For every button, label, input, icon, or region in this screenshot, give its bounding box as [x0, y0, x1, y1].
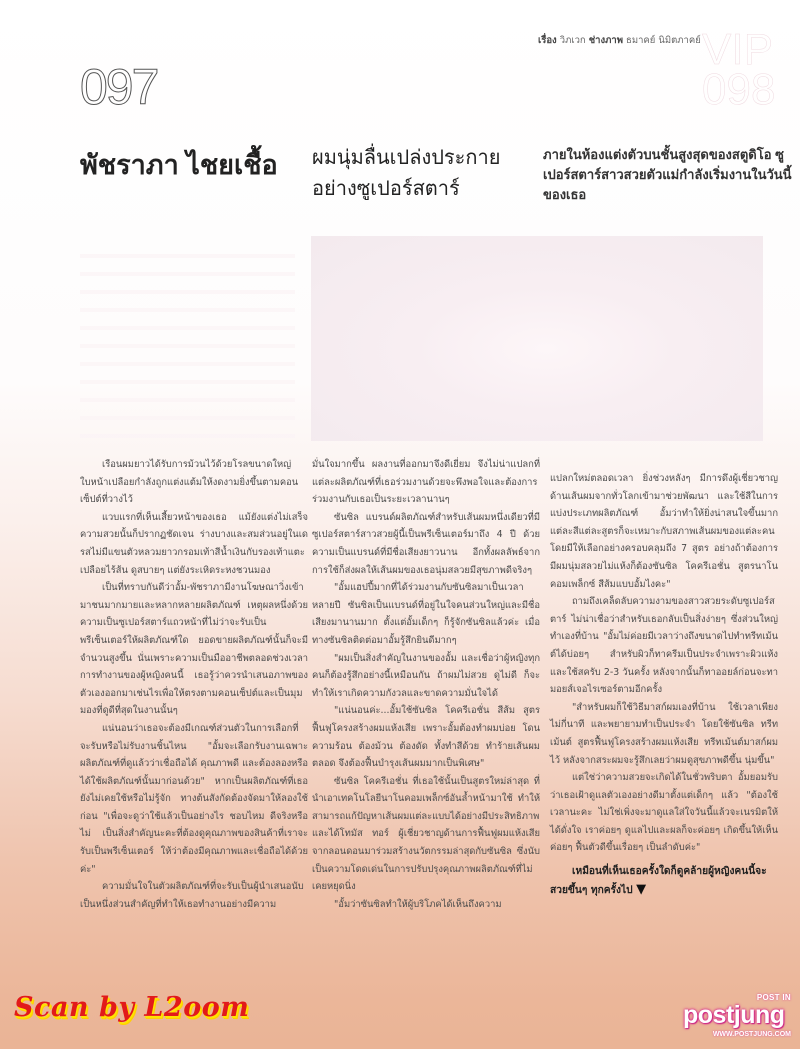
- scan-credit-watermark: Scan by L2oom: [14, 992, 250, 1023]
- paragraph: แวบแรกที่เห็นเสี้ยวหน้าของเธอ แม้ยังแต่งไม่เสร็จ ความสวยนั้นก็ปรากฏชัดเจน ร่างบางและสมส่วนอยู่ในเดรสไม่มีแขนตัวหลวมยาวกรอมเท้าสีน้ำเงินกับรองเท้าแตะเปลือยไร้ส้น ดูสบายๆ แต่ยังระเหิดระหงชวนมอง: [80, 511, 308, 576]
- watermark-brand: postjung: [683, 1001, 785, 1029]
- show-through-section-label: VIP 098: [702, 25, 776, 114]
- watermark-url: WWW.POSTJUNG.COM: [712, 1031, 791, 1038]
- paragraph: เป็นที่ทราบกันดีว่าอั้ม-พัชราภามีงานโฆษณาวิ่งเข้ามาชนมากมายและหลากหลายผลิตภัณฑ์ เหตุผลหนึ่งด้วยความเป็นซูเปอร์สตาร์แถวหน้าที่ไม่ว่าจะรับเป็นพรีเซ็นเตอร์ให้ผลิตภัณฑ์ใด ยอดขายผลิตภัณฑ์นั้นก็จะมีจำนวนสูงขึ้น นั่นเพราะความเป็นมืออาชีพตลอดช่วงเวลาการทำงานของผู้หญิงคนนี้ เธอรู้ว่าควรนำเสนอภาพของตัวเองออกมาเช่นไรเพื่อให้ตรงตามคอนเซ็ปต์และเป็นมุมมองที่ดูดีที่สุดในงานนั้นๆ: [80, 582, 308, 717]
- story-author: วิภเวก: [559, 35, 586, 46]
- text-column-3: [550, 470, 778, 899]
- text-column-1: [80, 456, 308, 913]
- person-name-heading: พัชราภา ไชยเชื้อ: [80, 150, 278, 180]
- photographer: ธมาคย์ นิมิตภาคย์: [626, 35, 701, 46]
- paragraph: "แน่นอนค่ะ...อั้มใช้ซันซิล โคครีเอชั่น สีส้ม สูตรฟื้นฟูโครงสร้างผมแห้งเสีย เพราะอั้มต้องทำผมบ่อย โดนความร้อน ต้องม้วน ต้องดัด ทั้งทำสีด้วย ทำร้ายเส้นผมตลอด จึงต้องฟื้นบำรุงเส้นผมมากเป็นพิเศษ": [312, 705, 540, 770]
- paragraph: แน่นอนว่าเธอจะต้องมีเกณฑ์ส่วนตัวในการเลือกที่จะรับหรือไม่รับงานชิ้นไหน "อั้มจะเลือกรับงานเฉพาะผลิตภัณฑ์ที่ดูแล้วว่าเชื่อถือได้ คุณภาพดี และต้องลองหรือได้ใช้ผลิตภัณฑ์นั้นมาก่อนด้วย" หากเป็นผลิตภัณฑ์ที่เธอยังไม่เคยใช้หรือไม่รู้จัก ทางต้นสังกัดต้องจัดมาให้ลองใช้ก่อน "เพื่อจะดูว่าใช้แล้วเป็นอย่างไร ชอบไหม ดีจริงหรือไม่ เป็นสิ่งสำคัญนะคะที่ต้องดูคุณภาพของสินค้าที่เราจะรับเป็นพรีเซ็นเตอร์ ให้ว่าต้องมีคุณภาพและเชื่อถือได้ด้วยค่ะ": [80, 722, 308, 875]
- closing-text: เหมือนที่เห็นเธอครั้งใดก็ดูคล้ายผู้หญิงคนนี้จะสวยขึ้นๆ ทุกครั้งไป: [550, 866, 767, 896]
- paragraph: มั่นใจมากขึ้น ผลงานที่ออกมาจึงดีเยี่ยม จึงไม่น่าแปลกที่แต่ละผลิตภัณฑ์ที่เธอร่วมงานด้วยจะพึงพอใจและต้องการร่วมงานกับเธอเป็นระยะเวลานานๆ: [312, 459, 540, 506]
- watermark-post-in: POST IN: [756, 993, 791, 1002]
- paragraph: ซันซิล โคครีเอชั่น ที่เธอใช้นั้นเป็นสูตรใหม่ล่าสุด ที่นำเอาเทคโนโลยีนาโนคอมเพล็กซ์อันล้ำหน้ามาใช้ ทำให้สามารถแก้ปัญหาเส้นผมแต่ละแบบได้อย่างมีประสิทธิภาพ และได้โทมัส ทอร์ ผู้เชี่ยวชาญด้านการฟื้นฟูผมแห้งเสียจากลอนดอนมาร่วมสร้างนวัตกรรมล่าสุดกับซันซิล ซึ่งนับเป็นความโดดเด่นในการปรับปรุงคุณภาพผลิตภัณฑ์ที่ไม่เคยหยุดนิ่ง: [312, 775, 540, 893]
- text-column-2: [312, 456, 540, 913]
- paragraph: ซันซิล แบรนด์ผลิตภัณฑ์สำหรับเส้นผมหนึ่งเดียวที่มีซูเปอร์สตาร์สาวสวยผู้นี้เป็นพรีเซ็นเตอร์มาถึง 4 ปี ด้วยความเป็นแบรนด์ที่มีชื่อเสียงยาวนาน อีกทั้งผลลัพธ์จากการใช้ก็ส่งผลให้เส้นผมของเธอนุ่มสลวยมีสุขภาพดีจริงๆ: [312, 511, 540, 576]
- story-label: เรื่อง: [538, 35, 557, 46]
- paragraph: "ผมเป็นสิ่งสำคัญในงานของอั้ม และเชื่อว่าผู้หญิงทุกคนก็ต้องรู้สึกอย่างนี้เหมือนกัน ถ้าผมไม่สวย ดูไม่ดี ก็จะทำให้เราเกิดความกังวลและขาดความมั่นใจได้: [312, 652, 540, 699]
- paragraph: เรือนผมยาวได้รับการม้วนไว้ด้วยโรลขนาดใหญ่ ใบหน้าเปลือยกำลังถูกแต่งแต้มให้งดงามยิ่งขึ้นตามคอนเซ็ปต์ที่วางไว้: [80, 459, 299, 506]
- paragraph: แต่ใช่ว่าความสวยจะเกิดได้ในชั่วพริบตา อั้มยอมรับว่าเธอเฝ้าดูแลตัวเองอย่างดีมาตั้งแต่เด็กๆ แล้ว "ต้องใช้เวลานะคะ ไม่ใช่เพิ่งจะมาดูแลใส่ใจวันนี้แล้วจะเนรมิตให้ได้ดั่งใจ เราค่อยๆ ดูแลไปและผลก็จะค่อยๆ เกิดขึ้นให้เห็น ค่อยๆ ฟื้นตัวดีขึ้นเรื่อยๆ เป็นลำดับค่ะ": [550, 772, 778, 854]
- photo-area: [311, 236, 763, 441]
- show-through-text: [100, 28, 196, 36]
- show-through-title: [315, 108, 615, 148]
- show-through-column: [80, 245, 295, 445]
- paragraph: "อั้มว่าซันซิลทำให้ผู้บริโภคได้เห็นถึงความ: [334, 898, 502, 910]
- paragraph: "อั้มแฮปปี้มากที่ได้ร่วมงานกับซันซิลมาเป็นเวลาหลายปี ซันซิลเป็นแบรนด์ที่อยู่ในใจคนส่วนใหญ่และมีชื่อเสียงมานานมาก ตั้งแต่อั้มเด็กๆ ก็รู้จักซันซิลแล้วค่ะ เมื่อทางซันซิลติดต่อมาอั้มรู้สึกยินดีมากๆ: [312, 582, 540, 646]
- closing-paragraph: [550, 863, 778, 899]
- photo-label: ช่างภาพ: [588, 35, 623, 46]
- page-number: 097: [80, 59, 158, 115]
- paragraph: ความมั่นใจในตัวผลิตภัณฑ์ที่จะรับเป็นผู้นำเสนอนับเป็นหนึ่งส่วนสำคัญที่ทำให้เธอทำงานอย่างมีความ: [80, 881, 304, 910]
- article-headline: ผมนุ่มลื่นเปล่งประกายอย่างซูเปอร์สตาร์: [312, 147, 501, 200]
- end-of-article-triangle-icon: ▼: [636, 881, 647, 897]
- paragraph: "สำหรับผมก็ใช้วิธีมาสก์ผมเองที่บ้าน ใช้เวลาเพียงไม่กี่นาที และพยายามทำเป็นประจำ โดยใช้ซันซิล ทรีทเม้นต์ สูตรฟื้นฟูโครงสร้างผมแห้งเสีย ทรีทเม้นต์มาสก์ผมไว้ หลังจากสระผมจะรู้สึกเลยว่าผมดูสุขภาพดีขึ้น นุ่มขึ้น": [550, 701, 778, 766]
- paragraph: ถามถึงเคล็ดลับความงามของสาวสวยระดับซูเปอร์สตาร์ ไม่น่าเชื่อว่าสำหรับเธอกลับเป็นสิ่งง่ายๆ ซึ่งส่วนใหญ่ทำเองที่บ้าน "อั้มไม่ค่อยมีเวลาว่างถึงขนาดไปทำทรีทเม้นต์ได้บ่อยๆ สำหรับผิวก็ทาครีมเป็นประจำเพราะผิวแห้ง และใช้สครับ 2-3 วันครั้ง หลังจากนั้นก็ทาออยล์ก่อนจะทามอยส์เจอไรเซอร์ตามอีกครั้ง: [550, 596, 778, 696]
- postjung-watermark: [683, 993, 795, 1043]
- article-credits: [538, 33, 701, 48]
- article-deck: ภายในห้องแต่งตัวบนชั้นสูงสุดของสตูดิโอ ซูเปอร์สตาร์สาวสวยตัวแม่กำลังเริ่มงานในวันนี้ของเธอ: [543, 147, 792, 202]
- paragraph: แปลกใหม่ตลอดเวลา ยิ่งช่วงหลังๆ มีการดึงผู้เชี่ยวชาญด้านเส้นผมจากทั่วโลกเข้ามาช่วยพัฒนา และใช้สีในการแบ่งประเภทผลิตภัณฑ์ อั้มว่าทำให้ยิ่งน่าสนใจขึ้นมาก แต่ละสีแต่ละสูตรก็จะเหมาะกับสภาพเส้นผมของแต่ละคน โดยมีให้เลือกอย่างครอบคลุมถึง 7 สูตร อย่างถ้าต้องการมีผมนุ่มสลวยไม่แห้งก็ต้องซันซิล โคครีเอชั่น สูตรนาโนคอมเพล็กซ์ สีส้มแบบอั้มไงคะ": [550, 473, 778, 590]
